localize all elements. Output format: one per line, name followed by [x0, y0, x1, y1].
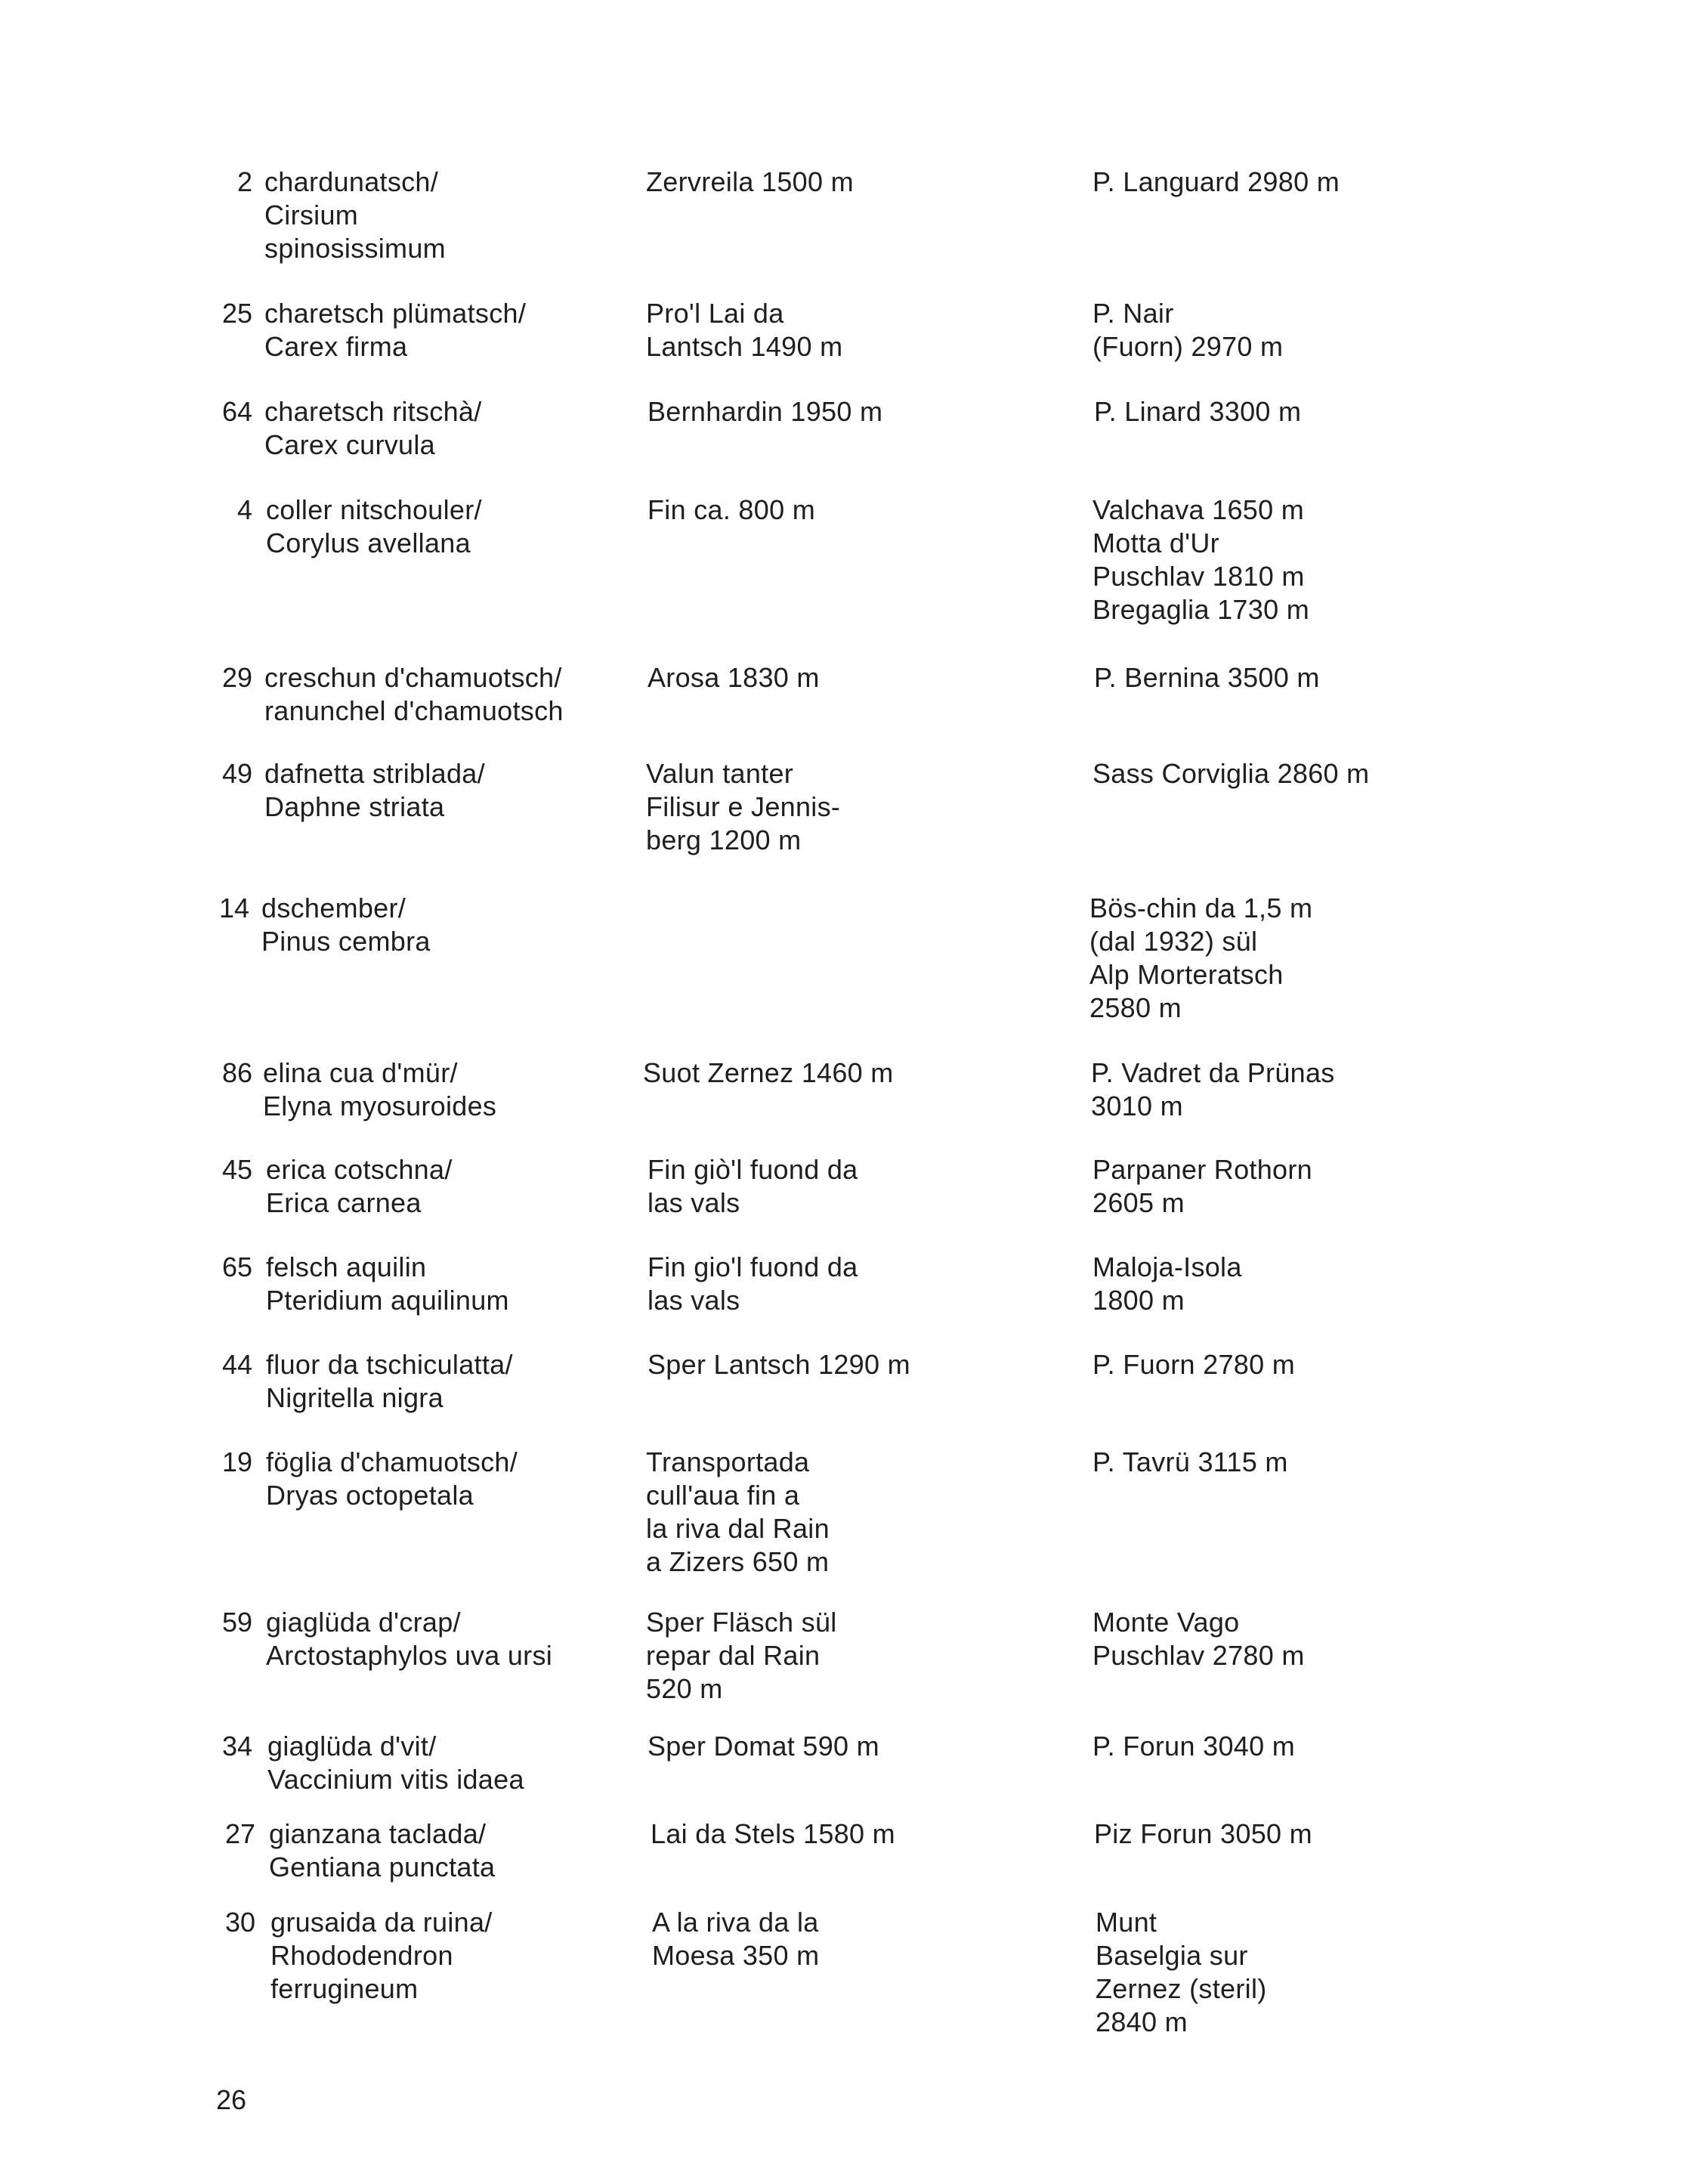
highest-location-line: P. Tavrü 3115 m: [1093, 1446, 1288, 1477]
highest-location: [1093, 1606, 1621, 1672]
plant-name-line: Erica carnea: [266, 1187, 422, 1218]
highest-location: [1093, 166, 1621, 199]
page-number: 26: [216, 2084, 247, 2115]
entry-number: 19: [221, 1446, 252, 1477]
lowest-location: [646, 166, 1054, 199]
lowest-location-line: Lantsch 1490 m: [646, 331, 843, 362]
highest-location-line: 3010 m: [1091, 1090, 1183, 1121]
lowest-location: [643, 1056, 1051, 1090]
plant-name-line: gianzana taclada/: [269, 1818, 487, 1849]
highest-location-line: Maloja-Isola: [1093, 1251, 1242, 1282]
lowest-location: [647, 1251, 1055, 1317]
highest-location: [1093, 297, 1621, 363]
entry-number: 30: [224, 1907, 255, 1938]
lowest-location: [652, 1906, 1060, 1972]
entry-number: 14: [218, 892, 249, 923]
plant-name: [264, 661, 627, 728]
lowest-location-line: Sper Fläsch sül: [646, 1607, 837, 1638]
entry-number: 59: [221, 1607, 252, 1638]
lowest-location-line: las vals: [647, 1285, 740, 1316]
plant-name-line: Elyna myosuroides: [263, 1090, 497, 1121]
highest-location-line: P. Languard 2980 m: [1093, 166, 1340, 197]
lowest-location-line: Valun tanter: [646, 758, 794, 789]
entry-number: 29: [221, 662, 252, 693]
lowest-location-line: Zervreila 1500 m: [646, 166, 854, 197]
highest-location-line: P. Fuorn 2780 m: [1093, 1349, 1295, 1380]
plant-name-line: giaglüda d'vit/: [267, 1731, 437, 1762]
plant-name-line: ranunchel d'chamuotsch: [264, 695, 564, 726]
plant-name: [266, 1606, 629, 1672]
highest-location-line: Motta d'Ur: [1093, 527, 1219, 558]
highest-location: [1093, 1251, 1621, 1317]
plant-name-line: coller nitschouler/: [266, 494, 482, 525]
plant-name-line: erica cotschna/: [266, 1154, 453, 1185]
lowest-location-line: Pro'l Lai da: [646, 298, 784, 329]
entry-number: 27: [224, 1818, 255, 1849]
lowest-location: [647, 661, 1055, 694]
entry-number: 49: [221, 758, 252, 789]
entry-number: 86: [221, 1057, 252, 1088]
entry-number: 34: [221, 1731, 252, 1762]
highest-location-line: 2840 m: [1096, 2006, 1188, 2037]
highest-location-line: P. Vadret da Prünas: [1091, 1057, 1335, 1088]
plant-name: [267, 1730, 630, 1796]
lowest-location-line: Transportada: [646, 1446, 810, 1477]
lowest-location: [647, 1348, 1055, 1381]
plant-name: [266, 1348, 629, 1415]
lowest-location-line: Filisur e Jennis-: [646, 791, 841, 822]
plant-name-line: spinosissimum: [264, 233, 446, 264]
lowest-location: [647, 493, 1055, 527]
plant-name-line: Carex curvula: [264, 429, 435, 460]
plant-name-line: Gentiana punctata: [269, 1851, 496, 1882]
plant-name: [263, 1056, 626, 1123]
entry-number: 2: [236, 166, 252, 197]
highest-location: [1096, 1906, 1624, 2039]
plant-name: [266, 493, 629, 560]
plant-name: [266, 1251, 629, 1317]
plant-name: [264, 395, 627, 462]
plant-name-line: grusaida da ruina/: [270, 1907, 493, 1938]
lowest-location: [646, 1446, 1054, 1579]
lowest-location-line: las vals: [647, 1187, 740, 1218]
entry-number: 64: [221, 396, 252, 427]
plant-name-line: creschun d'chamuotsch/: [264, 662, 562, 693]
highest-location-line: 2580 m: [1089, 992, 1182, 1023]
lowest-location: [647, 1153, 1055, 1220]
lowest-location: [646, 757, 1054, 857]
lowest-location-line: cull'aua fin a: [646, 1480, 800, 1511]
entry-number: 45: [221, 1154, 252, 1185]
highest-location-line: P. Bernina 3500 m: [1094, 662, 1320, 693]
plant-name-line: Carex firma: [264, 331, 408, 362]
highest-location-line: 1800 m: [1093, 1285, 1185, 1316]
entry-number: 25: [221, 298, 252, 329]
highest-location-line: Puschlav 1810 m: [1093, 561, 1305, 592]
highest-location: [1091, 1056, 1620, 1123]
highest-location-line: (dal 1932) sül: [1089, 926, 1258, 957]
plant-name-line: dschember/: [261, 892, 406, 923]
entry-number: 4: [236, 494, 252, 525]
highest-location-line: Baselgia sur: [1096, 1940, 1248, 1971]
highest-location-line: P. Linard 3300 m: [1094, 396, 1302, 427]
lowest-location-line: Sper Lantsch 1290 m: [647, 1349, 910, 1380]
lowest-location-line: la riva dal Rain: [646, 1513, 830, 1544]
plant-name-line: giaglüda d'crap/: [266, 1607, 461, 1638]
highest-location: [1094, 395, 1623, 428]
highest-location-line: Valchava 1650 m: [1093, 494, 1305, 525]
plant-name-line: Pinus cembra: [261, 926, 431, 957]
plant-name: [270, 1906, 633, 2006]
highest-location-line: Sass Corviglia 2860 m: [1093, 758, 1370, 789]
lowest-location-line: repar dal Rain: [646, 1640, 821, 1671]
lowest-location-line: Bernhardin 1950 m: [647, 396, 883, 427]
highest-location-line: Piz Forun 3050 m: [1094, 1818, 1312, 1849]
plant-name-line: felsch aquilin: [266, 1251, 427, 1282]
plant-name-line: Rhododendron: [270, 1940, 453, 1971]
plant-name: [264, 297, 627, 363]
lowest-location-line: 520 m: [646, 1673, 723, 1704]
plant-name-line: föglia d'chamuotsch/: [266, 1446, 518, 1477]
highest-location-line: Parpaner Rothorn: [1093, 1154, 1312, 1185]
plant-name: [261, 892, 624, 958]
lowest-location-line: Fin gio'l fuond da: [647, 1251, 858, 1282]
highest-location-line: Monte Vago: [1093, 1607, 1240, 1638]
lowest-location: [646, 1606, 1054, 1706]
plant-name-line: Corylus avellana: [266, 527, 471, 558]
highest-location: [1093, 1446, 1621, 1479]
lowest-location-line: Arosa 1830 m: [647, 662, 820, 693]
plant-name: [264, 757, 627, 824]
plant-name-line: chardunatsch/: [264, 166, 439, 197]
highest-location-line: Puschlav 2780 m: [1093, 1640, 1305, 1671]
lowest-location-line: Suot Zernez 1460 m: [643, 1057, 894, 1088]
highest-location-line: (Fuorn) 2970 m: [1093, 331, 1284, 362]
entry-number: 65: [221, 1251, 252, 1282]
plant-name-line: Nigritella nigra: [266, 1382, 443, 1413]
plant-name-line: Daphne striata: [264, 791, 445, 822]
plant-name-line: charetsch plümatsch/: [264, 298, 527, 329]
highest-location: [1093, 1153, 1621, 1220]
lowest-location-line: Moesa 350 m: [652, 1940, 820, 1971]
plant-name-line: dafnetta striblada/: [264, 758, 485, 789]
highest-location-line: P. Forun 3040 m: [1093, 1731, 1295, 1762]
highest-location-line: P. Nair: [1093, 298, 1174, 329]
plant-name-line: Vaccinium vitis idaea: [267, 1764, 524, 1795]
lowest-location: [647, 1730, 1055, 1763]
lowest-location-line: A la riva da la: [652, 1907, 819, 1938]
highest-location: [1093, 1730, 1621, 1763]
lowest-location-line: Fin ca. 800 m: [647, 494, 815, 525]
highest-location-line: Bös-chin da 1,5 m: [1089, 892, 1313, 923]
plant-name-line: ferrugineum: [270, 1973, 419, 2004]
plant-name-line: Dryas octopetala: [266, 1480, 474, 1511]
lowest-location: [647, 395, 1055, 428]
lowest-location: [651, 1817, 1059, 1851]
entry-number: 44: [221, 1349, 252, 1380]
plant-name-line: Pteridium aquilinum: [266, 1285, 509, 1316]
highest-location-line: Alp Morteratsch: [1089, 959, 1284, 990]
plant-name-line: elina cua d'mür/: [263, 1057, 458, 1088]
plant-name-line: Cirsium: [264, 200, 359, 230]
highest-location-line: Zernez (steril): [1096, 1973, 1267, 2004]
highest-location: [1094, 661, 1623, 694]
plant-name: [264, 166, 627, 265]
plant-name-line: fluor da tschiculatta/: [266, 1349, 513, 1380]
highest-location-line: Bregaglia 1730 m: [1093, 594, 1309, 625]
highest-location: [1093, 1348, 1621, 1381]
lowest-location-line: Fin giò'l fuond da: [647, 1154, 858, 1185]
highest-location: [1094, 1817, 1623, 1851]
plant-name: [269, 1817, 632, 1884]
lowest-location-line: Sper Domat 590 m: [647, 1731, 879, 1762]
plant-name-line: charetsch ritschà/: [264, 396, 482, 427]
plant-name: [266, 1153, 629, 1220]
lowest-location-line: berg 1200 m: [646, 824, 802, 855]
plant-name: [266, 1446, 629, 1512]
highest-location: [1089, 892, 1618, 1025]
highest-location: [1093, 757, 1621, 790]
lowest-location-line: Lai da Stels 1580 m: [651, 1818, 895, 1849]
highest-location-line: Munt: [1096, 1907, 1157, 1938]
plant-name-line: Arctostaphylos uva ursi: [266, 1640, 553, 1671]
lowest-location: [646, 297, 1054, 363]
highest-location-line: 2605 m: [1093, 1187, 1185, 1218]
highest-location: [1093, 493, 1621, 626]
lowest-location-line: a Zizers 650 m: [646, 1546, 830, 1577]
